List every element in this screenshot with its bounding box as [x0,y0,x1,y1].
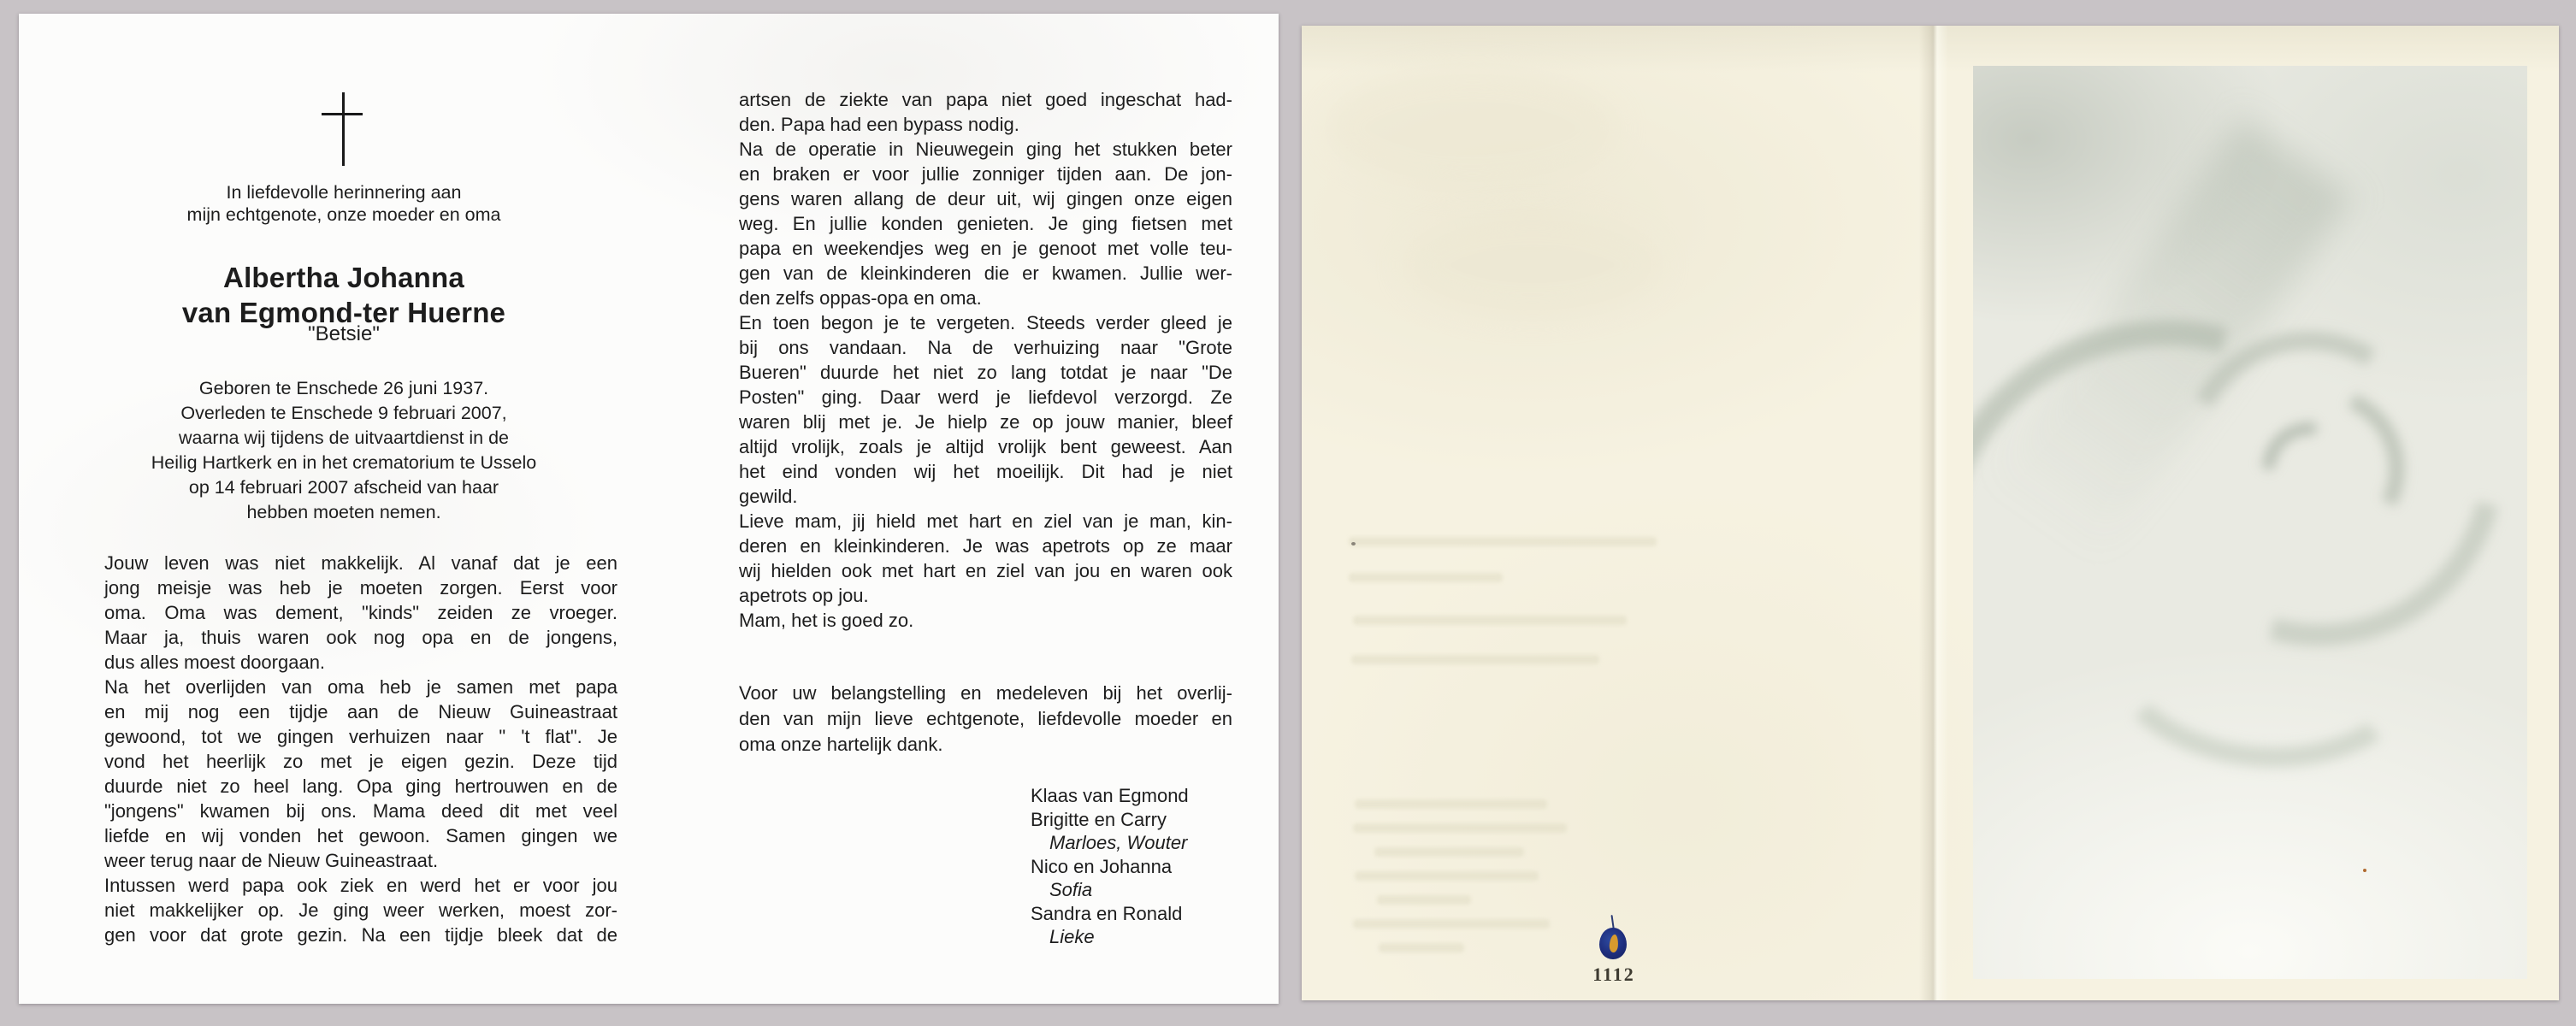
memorial-text-line: En toen begon je te vergeten. Steeds verder gleed je [739,312,1232,333]
life-dates-line: Geboren te Enschede 26 juni 1937. [198,378,489,398]
memorial-text-line: gewoond, tot we gingen verhuizen naar " 't flat". Je [104,726,617,747]
memorial-text-line: gens waren allang de deur uit, wij gingen onze eigen [739,188,1232,209]
memorial-text-line: Posten" ging. Daar werd je liefdevol verzorgd. Ze [739,386,1232,408]
bleed-through-artifact [1349,573,1503,582]
memorial-header [53,181,635,226]
card-back-page [1302,26,2559,1000]
memorial-text-line: den zelfs oppas-opa en oma. [739,287,982,309]
memorial-text-line: vond het heerlijk zo met je eigen gezin. Deze tijd [104,751,617,772]
memorial-text-line: niet makkelijker op. Je ging weer werken, moest zor- [104,899,617,921]
memorial-text-line: Mam, het is goed zo. [739,610,914,631]
bleed-through-artifact [1379,943,1464,952]
life-dates [53,376,635,525]
memorial-text-line: Na het overlijden van oma heb je samen met papa [104,676,617,698]
family-name-line: Sandra en Ronald [1031,902,1183,924]
acknowledgement-line: den van mijn lieve echtgenote, liefdevolle moeder en [739,708,1232,729]
deceased-name [53,260,635,330]
memorial-text-line: wij hielden ook met hart en ziel van jou en waren ook [739,560,1232,581]
bleed-through-artifact [1353,616,1627,625]
cross-icon [320,92,368,169]
memorial-text-line: weer terug naar de Nieuw Guineastraat. [104,850,439,871]
memorial-text-line: altijd vrolijk, zoals je altijd vrolijk bent geweest. Aan [739,436,1232,457]
deceased-nickname: "Betsie" [308,322,380,345]
bleed-through-artifact [1351,655,1599,664]
memorial-text-line: en braken er voor jullie zonniger tijden aan. De jon- [739,163,1232,185]
acknowledgement-line: Voor uw belangstelling en medeleven bij het overlij- [739,682,1232,704]
memorial-text-line: oma. Oma was dement, "kinds" zeiden ze vroeger. [104,602,617,623]
life-dates-line: Overleden te Enschede 9 februari 2007, [180,403,507,423]
bleed-through-artifact [1355,799,1547,809]
memorial-text-line: Maar ja, thuis waren ook nog opa en de jongens, [104,627,617,648]
bleed-through-artifact [1404,214,1661,316]
publisher-logo-icon [1596,915,1634,970]
memorial-text-line: Bueren" duurde het niet zo lang totdat je naar "De [739,362,1232,383]
bleed-through-artifact [1353,919,1550,929]
family-name-line: Marloes, Wouter [1049,832,1188,853]
memorial-card-text-page [19,14,1279,1004]
memorial-text-line: apetrots op jou. [739,585,869,606]
bleed-through-artifact [1355,871,1539,881]
cross-vertical-bar [342,92,345,166]
family-name-line: Nico en Johanna [1031,855,1173,877]
memorial-text-line: artsen de ziekte van papa niet goed ingeschat had- [739,89,1232,110]
family-name-line: Sofia [1049,879,1093,900]
cross-horizontal-bar [322,113,363,115]
life-dates-line: hebben moeten nemen. [246,502,441,522]
print-number: 1112 [1592,964,1635,985]
memorial-text-line: gen van de kleinkinderen die er kwamen. Jullie wer- [739,262,1232,284]
family-name-line: Lieke [1049,926,1095,947]
life-dates-line: waarna wij tijdens de uitvaartdienst in de [178,428,510,448]
memorial-text-line: dus alles moest doorgaan. [104,652,326,673]
family-name-line: Brigitte en Carry [1031,808,1167,830]
memorial-header-line: mijn echtgenote, onze moeder en oma [186,204,501,225]
bleed-through-artifact [1349,537,1657,546]
rose-photo [1973,66,2527,979]
memorial-text-line: duurde niet zo heel lang. Opa ging hertrouwen en de [104,775,617,797]
memorial-text-line: gewild. [739,486,798,507]
bleed-through-artifact [1353,823,1567,833]
memorial-text-line: jong meisje was heb je moeten zorgen. Eerst voor [104,577,617,598]
bleed-through-artifact [1374,847,1524,857]
family-signatures [1031,784,1189,949]
memorial-text-line: den. Papa had een bypass nodig. [739,114,1019,135]
memorial-text-line: Intussen werd papa ook ziek en werd het er voor jou [104,875,617,896]
life-dates-line: Heilig Hartkerk en in het crematorium te Usselo [151,452,537,473]
bleed-through-artifact [1327,68,1618,188]
memorial-text-line: deren en kleinkinderen. Je was apetrots op ze maar [739,535,1232,557]
memorial-text-line: bij ons vandaan. Na de verhuizing naar "Grote [739,337,1232,358]
memorial-text-line: Jouw leven was niet makkelijk. Al vanaf dat je een [104,552,617,574]
memorial-text-line: het eind vonden wij het moeilijk. Dit had je niet [739,461,1232,482]
acknowledgement-line: oma onze hartelijk dank. [739,734,943,755]
memorial-text-line: waren blij met je. Je hielp ze op jouw manier, bleef [739,411,1232,433]
memorial-header-line: In liefdevolle herinnering aan [226,182,462,203]
deceased-name-line: Albertha Johanna [223,262,464,293]
deceased-name-line: van Egmond-ter Huerne [181,297,506,328]
scan-speck [1351,542,1356,545]
memorial-text-line: liefde en wij vonden het gewoon. Samen gingen we [104,825,617,846]
memorial-text-line: Na de operatie in Nieuwegein ging het stukken beter [739,139,1232,160]
fold-crease [1919,26,1948,1000]
family-name-line: Klaas van Egmond [1031,785,1189,806]
bleed-through-artifact [1377,895,1471,905]
memorial-text-line: "jongens" kwamen bij ons. Mama deed dit met veel [104,800,617,822]
memorial-text-column-1 [104,551,617,947]
life-dates-line: op 14 februari 2007 afscheid van haar [188,477,499,498]
memorial-text-line: en mij nog een tijdje aan de Nieuw Guineastraat [104,701,617,722]
memorial-text-line: papa en weekendjes weg en je genoot met volle teu- [739,238,1232,259]
acknowledgement-text [739,681,1232,758]
scan-speck [2363,869,2366,872]
memorial-text-line: gen voor dat grote gezin. Na een tijdje bleek dat de [104,924,617,946]
memorial-text-column-2 [739,87,1232,633]
memorial-text-line: weg. En jullie konden genieten. Je ging fietsen met [739,213,1232,234]
memorial-text-line: Lieve mam, jij hield met hart en ziel van je man, kin- [739,510,1232,532]
